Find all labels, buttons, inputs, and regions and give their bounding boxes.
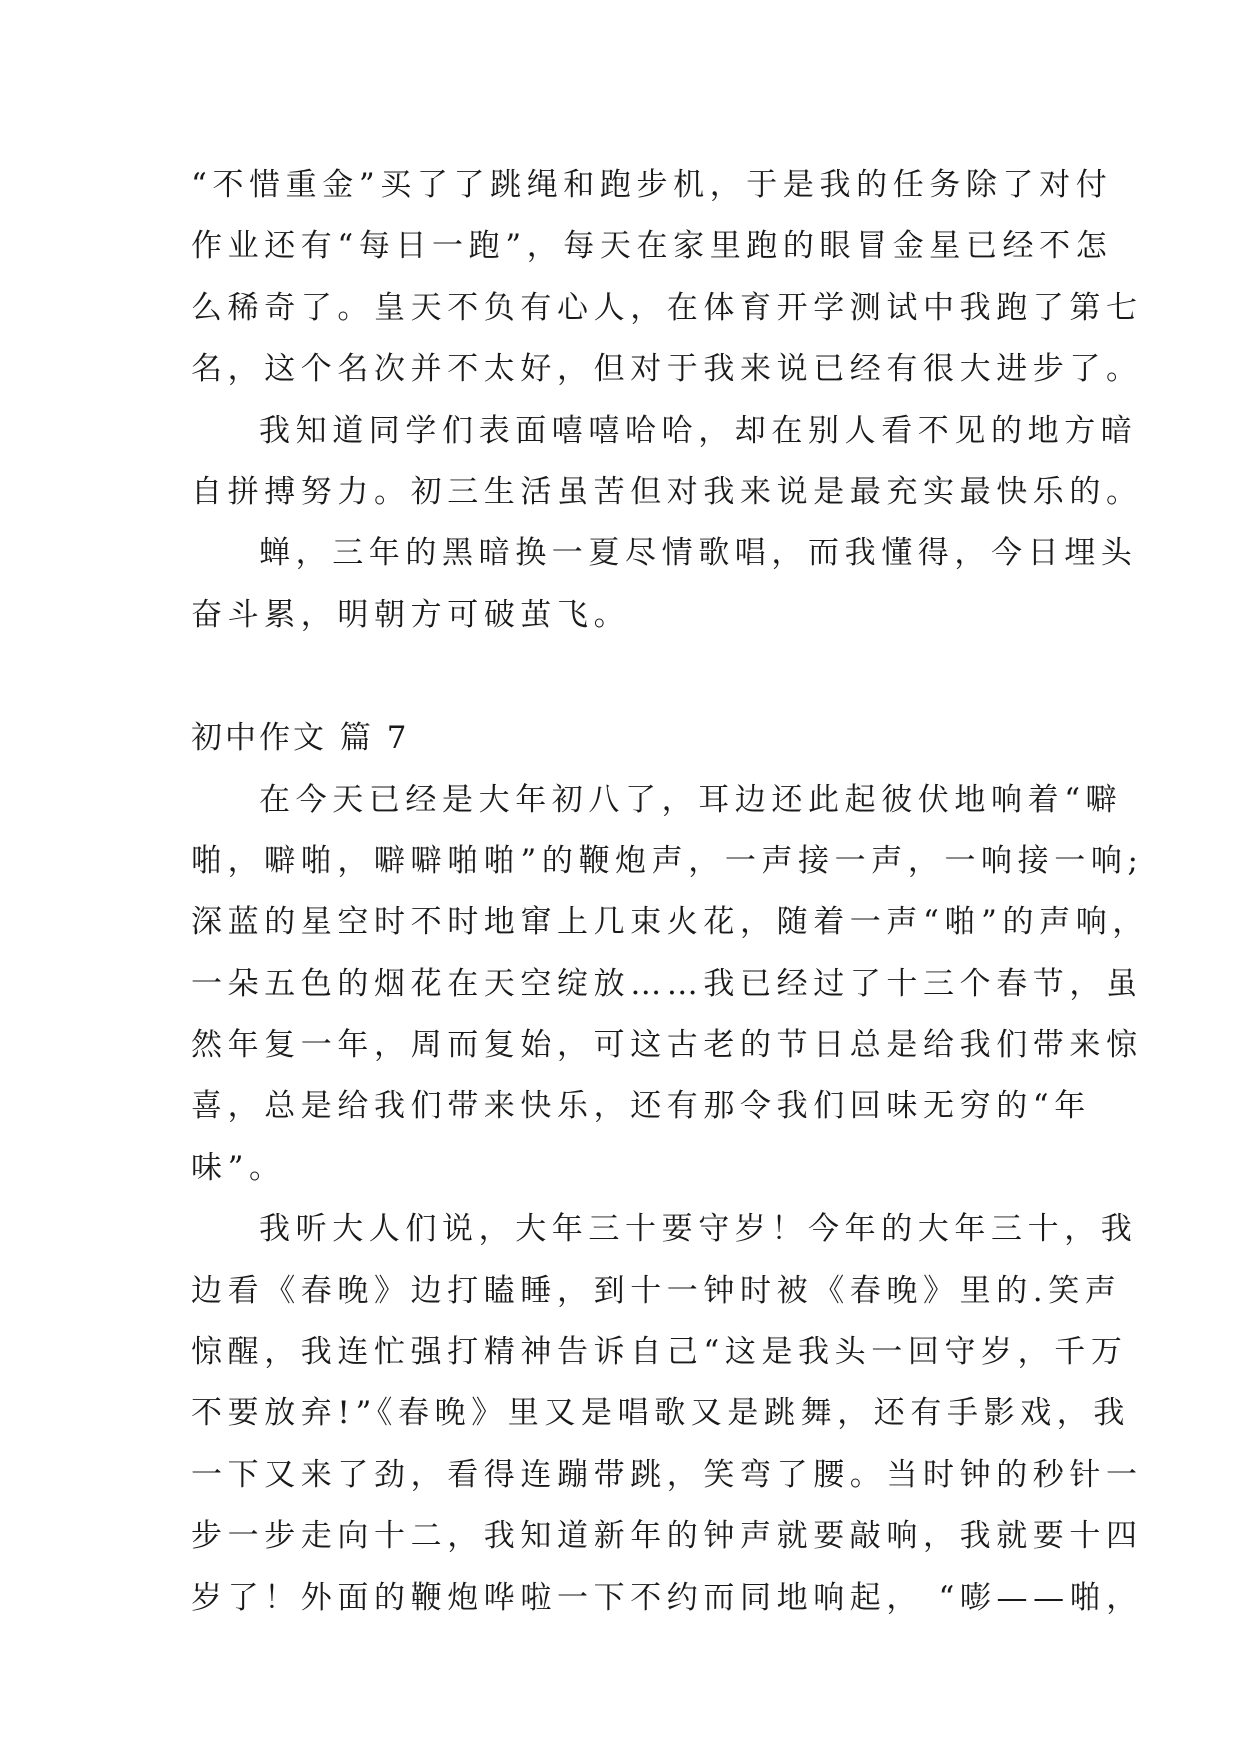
text-line: 惊醒，我连忙强打精神告诉自己“这是我头一回守岁，千万 <box>191 1334 1128 1371</box>
section-title: 初中作文 篇 7 <box>191 720 410 757</box>
document-page <box>191 155 1149 1629</box>
text-line: 作业还有“每日一跑”，每天在家里跑的眼冒金星已经不怎 <box>191 228 1113 265</box>
text-line: 一下又来了劲，看得连蹦带跳，笑弯了腰。当时钟的秒针一 <box>191 1456 1143 1493</box>
paragraph <box>191 770 1149 1200</box>
text-line: 喜，总是给我们带来快乐，还有那令我们回味无穷的“年 <box>191 1088 1091 1125</box>
text-line: 蝉，三年的黑暗换一夏尽情歌唱，而我懂得，今日埋头 <box>259 535 1138 572</box>
text-line: 么稀奇了。皇天不负有心人，在体育开学测试中我跑了第七 <box>191 289 1143 326</box>
text-line: 味”。 <box>191 1149 286 1186</box>
text-line: 不要放弃!”《春晚》里又是唱歌又是跳舞，还有手影戏，我 <box>191 1395 1131 1432</box>
text-line: 我知道同学们表面嘻嘻哈哈，却在别人看不见的地方暗 <box>259 412 1138 449</box>
text-line: 步一步走向十二，我知道新年的钟声就要敲响，我就要十四 <box>191 1518 1143 1555</box>
text-line: 在今天已经是大年初八了，耳边还此起彼伏地响着“噼 <box>259 781 1123 818</box>
text-line: 自拼搏努力。初三生活虽苦但对我来说是最充实最快乐的。 <box>191 473 1143 510</box>
text-line: 然年复一年，周而复始，可这古老的节日总是给我们带来惊 <box>191 1027 1143 1064</box>
text-line: 奋斗累，明朝方可破茧飞。 <box>191 596 631 633</box>
text-line: 啪，噼啪，噼噼啪啪”的鞭炮声，一声接一声，一响接一响; <box>191 842 1144 879</box>
text-line: 名，这个名次并不太好，但对于我来说已经有很大进步了。 <box>191 351 1143 388</box>
paragraph <box>191 523 1138 646</box>
text-line: 我听大人们说，大年三十要守岁！今年的大年三十，我 <box>259 1211 1138 1248</box>
text-line: 一朵五色的烟花在天空绽放……我已经过了十三个春节，虽 <box>191 965 1143 1002</box>
paragraph <box>191 401 1143 524</box>
text-line: 深蓝的星空时不时地窜上几束火花，随着一声“啪”的声响， <box>191 904 1149 941</box>
text-line: 岁了！外面的鞭炮哗啦一下不约而同地响起， “嘭——啪， <box>191 1579 1143 1616</box>
paragraph <box>191 155 1143 401</box>
paragraph <box>191 1199 1143 1629</box>
text-line: 边看《春晚》边打瞌睡，到十一钟时被《春晚》里的.笑声 <box>191 1272 1122 1309</box>
text-line: “不惜重金”买了了跳绳和跑步机，于是我的任务除了对付 <box>191 167 1113 203</box>
